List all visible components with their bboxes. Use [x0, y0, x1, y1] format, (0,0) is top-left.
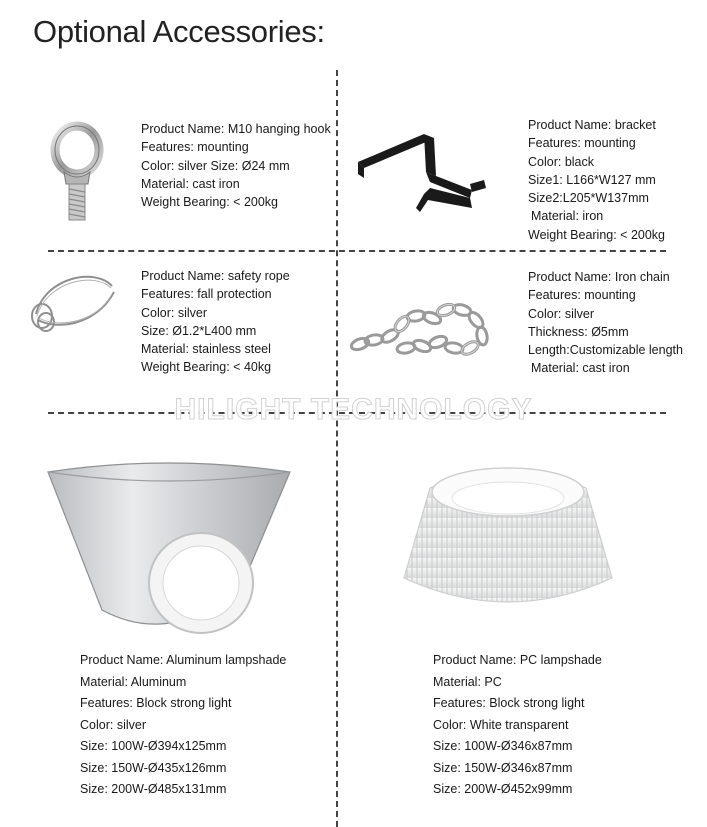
spec-line: Features: mounting: [528, 288, 636, 303]
spec-line: Features: mounting: [141, 140, 249, 155]
page-title: Optional Accessories:: [33, 14, 325, 49]
pc-lampshade-icon: [400, 458, 616, 610]
spec-hanging-hook: [141, 120, 331, 211]
spec-line: Product Name: bracket: [528, 118, 656, 132]
hanging-hook-icon: [44, 120, 110, 226]
spec-line: Size: 150W-Ø346x87mm: [433, 760, 573, 775]
spec-aluminum-lampshade: [80, 650, 286, 801]
spec-line: Weight Bearing: < 200kg: [528, 227, 666, 242]
spec-line: Size: Ø1.2*L400 mm: [141, 323, 257, 338]
spec-line: Thickness: Ø5mm: [528, 324, 629, 339]
watermark: HILIGHT TECHNOLOGY: [174, 393, 533, 426]
safety-rope-icon: [26, 266, 122, 338]
spec-line: Color: black: [528, 154, 594, 169]
spec-line: Product Name: PC lampshade: [433, 653, 602, 667]
spec-line: Size: 100W-Ø394x125mm: [80, 739, 227, 753]
bracket-icon: [352, 128, 492, 220]
spec-line: Features: Block strong light: [433, 696, 585, 710]
spec-line: Color: silver: [528, 306, 594, 321]
spec-line: Material: iron: [531, 209, 604, 224]
spec-line: Color: White transparent: [433, 717, 569, 732]
iron-chain-icon: [346, 296, 496, 364]
spec-line: Size2:L205*W137mm: [528, 191, 649, 206]
spec-line: Material: PC: [433, 674, 502, 689]
spec-line: Features: mounting: [528, 136, 636, 151]
spec-pc-lampshade: [433, 650, 602, 801]
spec-line: Product Name: safety rope: [141, 269, 290, 283]
spec-iron-chain: [528, 268, 683, 378]
spec-line: Size: 200W-Ø485x131mm: [80, 782, 227, 796]
spec-line: Features: Block strong light: [80, 696, 232, 710]
horizontal-divider-1: [48, 250, 666, 252]
spec-line: Material: Aluminum: [80, 674, 187, 689]
spec-line: Features: fall protection: [141, 287, 272, 302]
spec-line: Size: 100W-Ø346x87mm: [433, 739, 573, 753]
spec-line: Material: cast iron: [141, 176, 240, 191]
spec-line: Product Name: M10 hanging hook: [141, 122, 331, 136]
spec-line: Size1: L166*W127 mm: [528, 172, 656, 187]
spec-bracket: [528, 116, 665, 244]
spec-line: Weight Bearing: < 40kg: [141, 360, 272, 375]
spec-line: Material: stainless steel: [141, 342, 271, 357]
spec-line: Material: cast iron: [531, 361, 630, 376]
aluminum-lampshade-icon: [44, 460, 294, 650]
vertical-divider: [336, 70, 338, 827]
spec-line: Length:Customizable length: [528, 343, 683, 358]
spec-line: Color: silver: [80, 717, 146, 732]
spec-line: Size: 150W-Ø435x126mm: [80, 760, 227, 775]
spec-safety-rope: [141, 267, 290, 377]
spec-line: Color: silver: [141, 305, 207, 320]
spec-line: Product Name: Iron chain: [528, 270, 670, 284]
spec-line: Weight Bearing: < 200kg: [141, 195, 279, 210]
spec-line: Size: 200W-Ø452x99mm: [433, 782, 573, 796]
spec-line: Color: silver Size: Ø24 mm: [141, 158, 290, 173]
spec-line: Product Name: Aluminum lampshade: [80, 653, 287, 667]
